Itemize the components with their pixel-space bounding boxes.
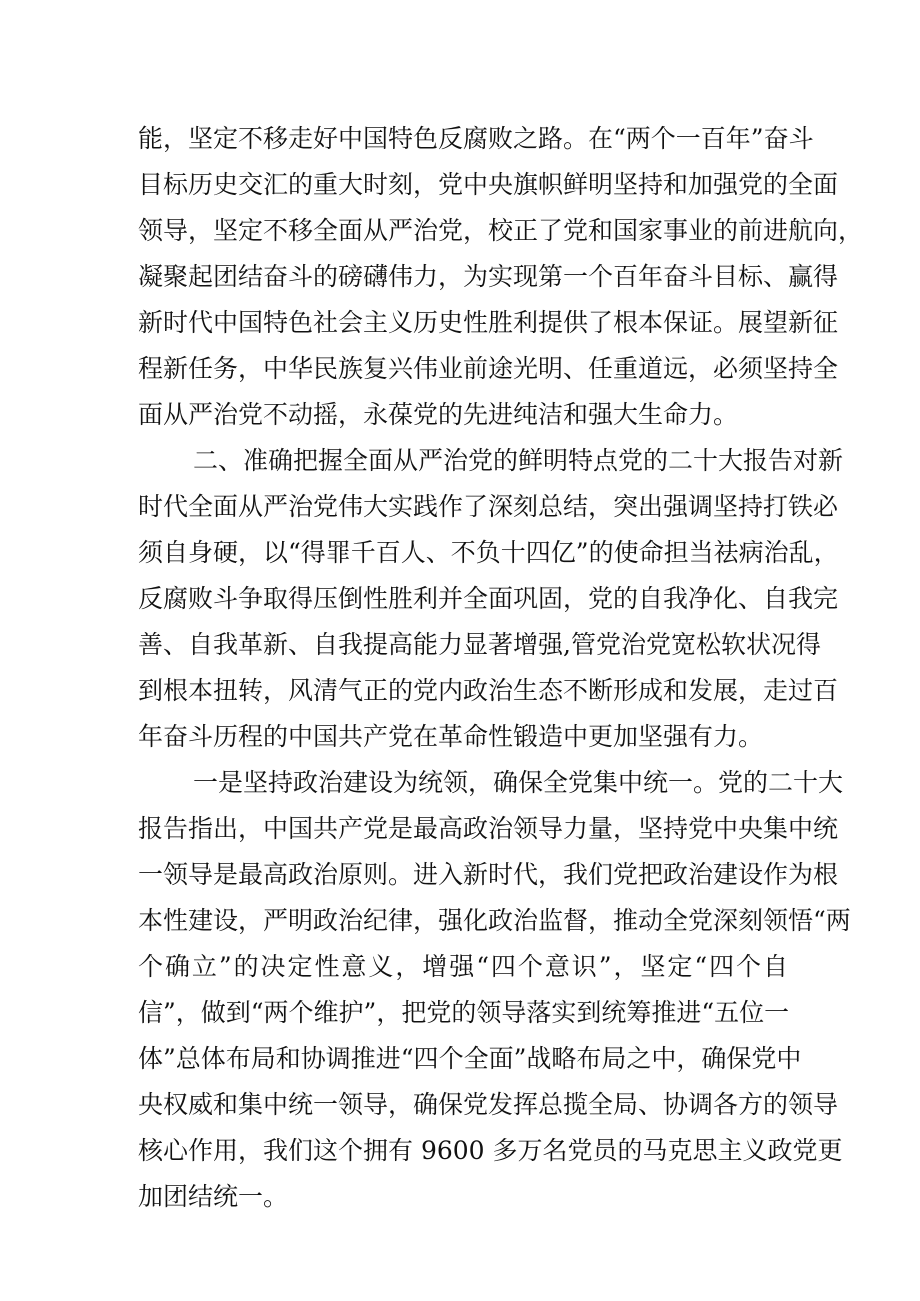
text-line: 领导，坚定不移全面从严治党，校正了党和国家事业的前进航向， bbox=[138, 216, 864, 245]
text-line: 一领导是最高政治原则。进入新时代，我们党把政治建设作为根 bbox=[138, 860, 839, 889]
text-line: 面从严治党不动摇，永葆党的先进纯洁和强大生命力。 bbox=[138, 400, 739, 429]
text-line: 到根本扭转，风清气正的党内政治生态不断形成和发展，走过百 bbox=[138, 676, 839, 705]
text-line: 核心作用，我们这个拥有 9600 多万名党员的马克思主义政党更 bbox=[138, 1136, 843, 1165]
text-line: 反腐败斗争取得压倒性胜利并全面巩固，党的自我净化、自我完 bbox=[138, 584, 839, 613]
text-line: 本性建设，严明政治纪律，强化政治监督，推动全党深刻领悟“两 bbox=[138, 906, 851, 935]
text-line: 一是坚持政治建设为统领，确保全党集中统一。党的二十大 bbox=[193, 768, 844, 797]
text-line: 加团结统一。 bbox=[138, 1182, 289, 1211]
text-line: 年奋斗历程的中国共产党在革命性锻造中更加坚强有力。 bbox=[138, 722, 764, 751]
paragraph-2 bbox=[138, 438, 844, 760]
text-line: 善、自我革新、自我提高能力显著增强,管党治党宽松软状况得 bbox=[138, 630, 821, 659]
text-line: 须自身硬，以“得罪千百人、不负十四亿”的使命担当祛病治乱， bbox=[138, 538, 839, 567]
paragraph-1 bbox=[138, 116, 864, 438]
text-line: 目标历史交汇的重大时刻，党中央旗帜鲜明坚持和加强党的全面 bbox=[138, 170, 839, 199]
paragraph-3 bbox=[138, 760, 851, 1220]
text-line: 能，坚定不移走好中国特色反腐败之路。在“两个一百年”奋斗 bbox=[138, 124, 814, 153]
text-line: 时代全面从严治党伟大实践作了深刻总结，突出强调坚持打铁必 bbox=[138, 492, 839, 521]
text-line: 信”，做到“两个维护”，把党的领导落实到统筹推进“五位一 bbox=[138, 998, 790, 1027]
text-line: 报告指出，中国共产党是最高政治领导力量，坚持党中央集中统 bbox=[138, 814, 839, 843]
text-line: 体”总体布局和协调推进“四个全面”战略布局之中，确保党中 bbox=[138, 1044, 802, 1073]
text-line: 二、准确把握全面从严治党的鲜明特点党的二十大报告对新 bbox=[193, 446, 844, 475]
text-line: 新时代中国特色社会主义历史性胜利提供了根本保证。展望新征 bbox=[138, 308, 839, 337]
text-line: 央权威和集中统一领导，确保党发挥总揽全局、协调各方的领导 bbox=[138, 1090, 839, 1119]
text-line: 个确立”的决定性意义，增强“四个意识”，坚定“四个自 bbox=[138, 952, 789, 981]
text-line: 凝聚起团结奋斗的磅礴伟力，为实现第一个百年奋斗目标、赢得 bbox=[138, 262, 839, 291]
text-line: 程新任务，中华民族复兴伟业前途光明、任重道远，必须坚持全 bbox=[138, 354, 839, 383]
